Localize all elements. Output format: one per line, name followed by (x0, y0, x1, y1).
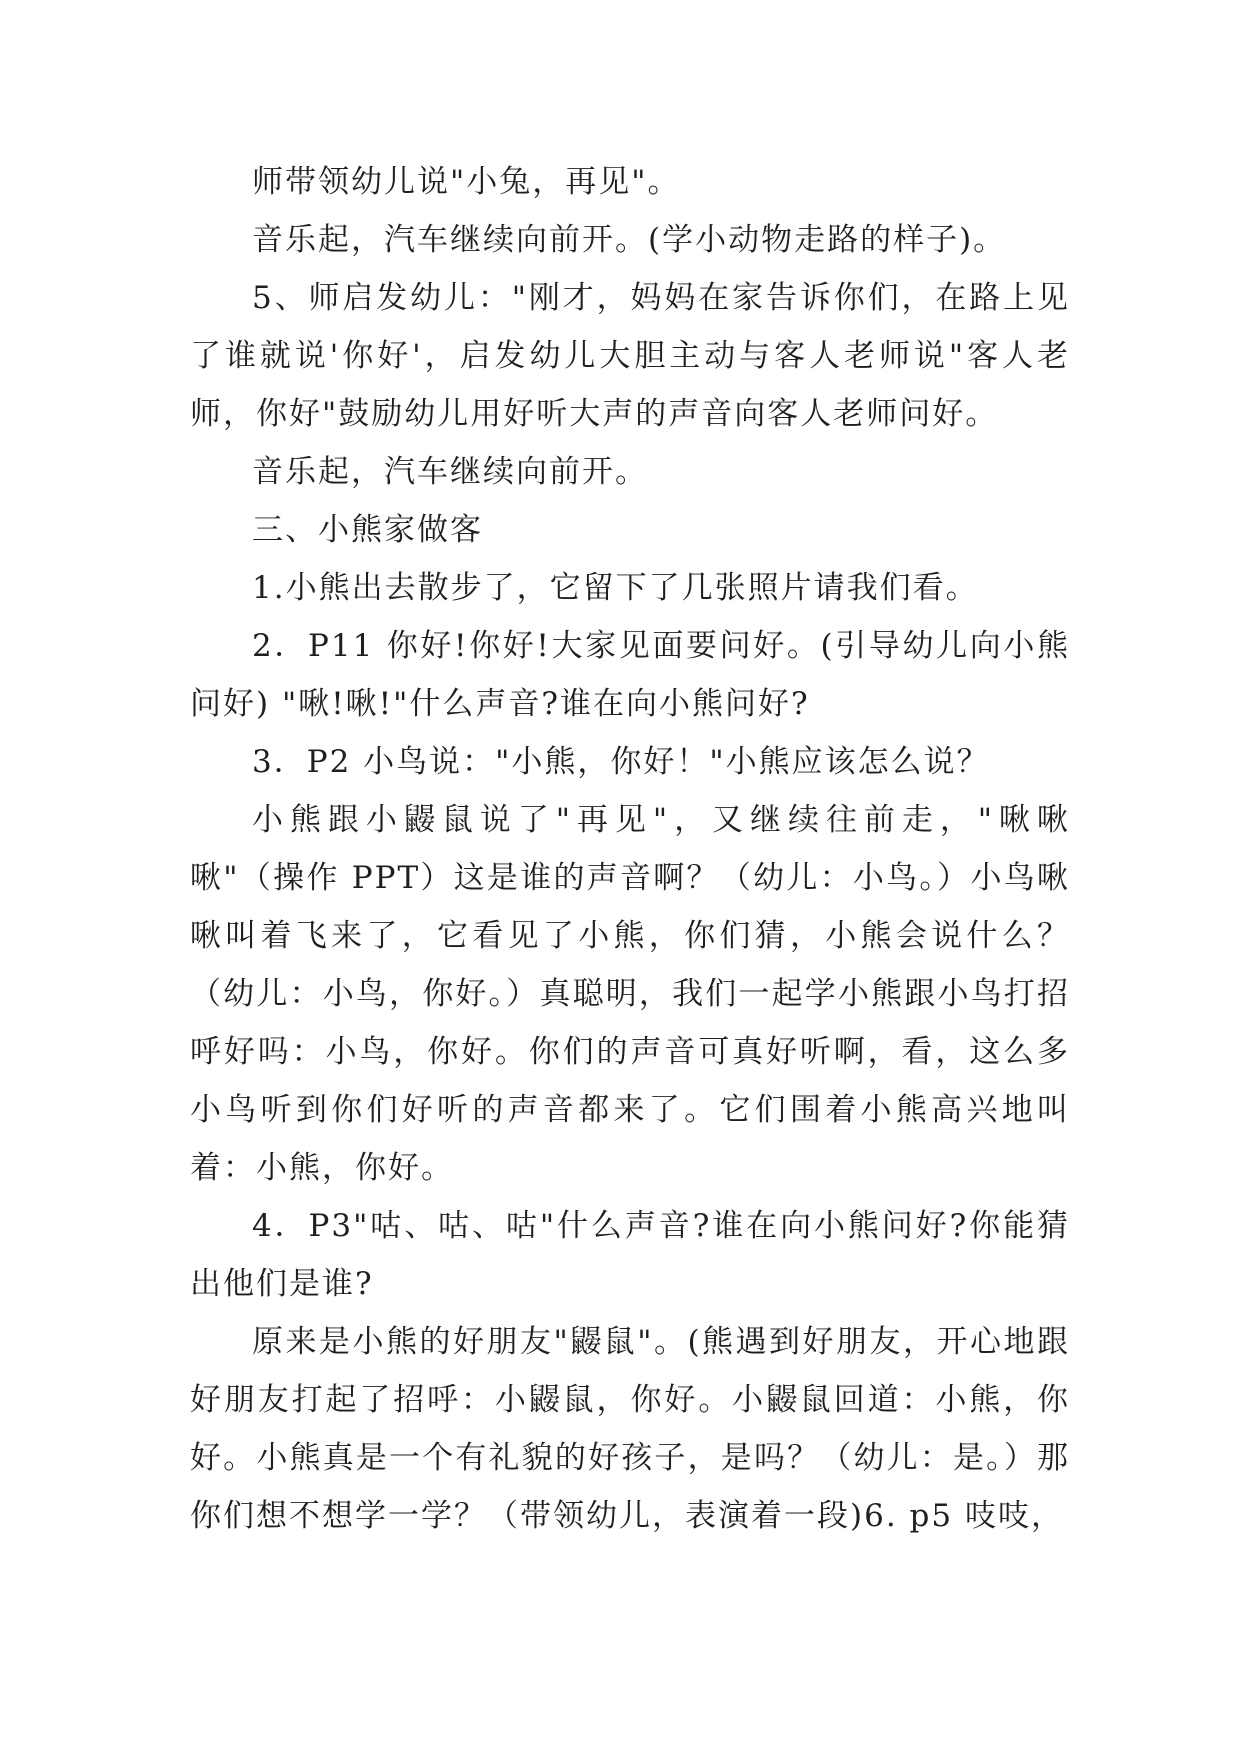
paragraph: 5、师启发幼儿："刚才，妈妈在家告诉你们，在路上见了谁就说'你好'，启发幼儿大胆主动与客人老师说"客人老师，你好"鼓励幼儿用好听大声的声音向客人老师问好。 (190, 280, 1070, 432)
paragraph: 师带领幼儿说"小兔，再见"。 (252, 164, 681, 200)
paragraph: 4．P3"咕、咕、咕"什么声音?谁在向小熊问好?你能猜出他们是谁? (190, 1208, 1070, 1302)
section-heading: 三、小熊家做客 (252, 512, 483, 548)
paragraph: 小熊跟小鼹鼠说了"再见"，又继续往前走，"啾啾啾"（操作 PPT）这是谁的声音啊？（幼儿：小鸟。）小鸟啾啾叫着飞来了，它看见了小熊，你们猜，小熊会说什么？（幼儿：小鸟，你好。）真聪明，我们一起学小熊跟小鸟打招呼好吗：小鸟，你好。你们的声音可真好听啊，看，这么多小鸟听到你们好听的声音都来了。它们围着小熊高兴地叫着：小熊，你好。 (190, 802, 1070, 1186)
paragraph: 1.小熊出去散步了，它留下了几张照片请我们看。 (252, 570, 979, 606)
paragraph: 音乐起，汽车继续向前开。(学小动物走路的样子)。 (252, 222, 1007, 258)
body-text (190, 153, 1070, 1545)
paragraph: 3．P2 小鸟说："小熊，你好！"小熊应该怎么说？ (252, 744, 990, 780)
paragraph: 音乐起，汽车继续向前开。 (252, 454, 648, 490)
paragraph: 2．P11 你好!你好!大家见面要问好。(引导幼儿向小熊问好) "啾!啾!"什么声音?谁在向小熊问好? (190, 628, 1070, 722)
paragraph: 原来是小熊的好朋友"鼹鼠"。(熊遇到好朋友，开心地跟好朋友打起了招呼：小鼹鼠，你好。小鼹鼠回道：小熊，你好。小熊真是一个有礼貌的好孩子，是吗？（幼儿：是。）那你们想不想学一学？（带领幼儿，表演着一段)6. p5 吱吱， (190, 1324, 1070, 1534)
